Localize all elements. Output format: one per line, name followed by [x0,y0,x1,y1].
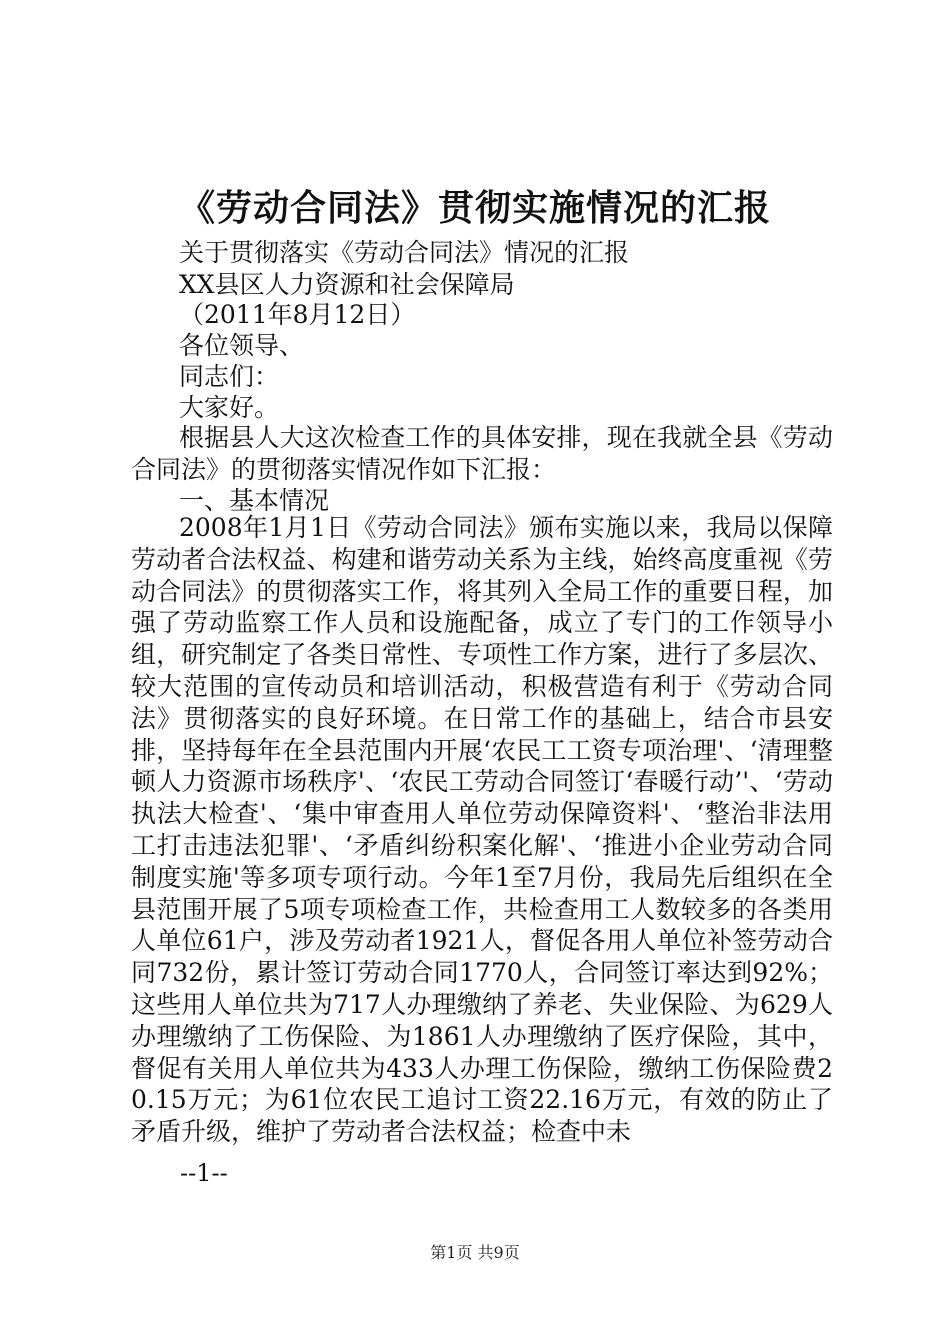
intro-paragraph: 根据县人大这次检查工作的具体安排，现在我就全县《劳动合同法》的贯彻落实情况作如下汇报： [131,423,833,485]
document-title: 《劳动合同法》贯彻实施情况的汇报 [178,187,771,229]
section-heading: 一、基本情况 [179,486,330,515]
section-body-paragraph: 2008年1月1日《劳动合同法》颁布实施以来，我局以保障劳动者合法权益、构建和谐劳动关系为主线，始终高度重视《劳动合同法》的贯彻落实工作，将其列入全局工作的重要日程，加强了劳动监察工作人员和设施配备，成立了专门的工作领导小组，研究制定了各类日常性、专项性工作方案，进行了多层次、较大范围的宣传动员和培训活动，积极营造有利于《劳动合同法》贯彻落实的良好环境。在日常工作的基础上，结合市县安排，坚持每年在全县范围内开展‘农民工工资专项治理'、‘清理整顿人力资源市场秩序'、‘农民工劳动合同签订‘春暖行动’'、‘劳动执法大检查'、‘集中审查用人单位劳动保障资料'、‘整治非法用工打击违法犯罪'、‘矛盾纠纷积案化解'、‘推进小企业劳动合同制度实施'等多项专项行动。今年1至7月份，我局先后组织在全县范围开展了5项专项检查工作，共检查用工人数较多的各类用人单位61户，涉及劳动者1921人，督促各用人单位补签劳动合同732份，累计签订劳动合同1770人，合同签订率达到92%；这些用人单位共为717人办理缴纳了养老、失业保险、为629人办理缴纳了工伤保险、为1861人办理缴纳了医疗保险，其中，督促有关用人单位共为433人办理工伤保险，缴纳工伤保险费20.15万元；为61位农民工追讨工资22.16万元，有效的防止了矛盾升级，维护了劳动者合法权益；检查中未 [131,513,833,1147]
report-subtitle: 关于贯彻落实《劳动合同法》情况的汇报 [179,238,630,267]
report-date: （2011年8月12日） [179,300,416,329]
salutation-comrades: 同志们： [179,362,280,391]
organization-name: XX县区人力资源和社会保障局 [179,270,515,299]
page-marker: --1-- [180,1159,228,1187]
page-footer: 第1页 共9页 [430,1243,520,1262]
greeting: 大家好。 [179,393,280,422]
salutation-leaders: 各位领导、 [179,331,305,360]
